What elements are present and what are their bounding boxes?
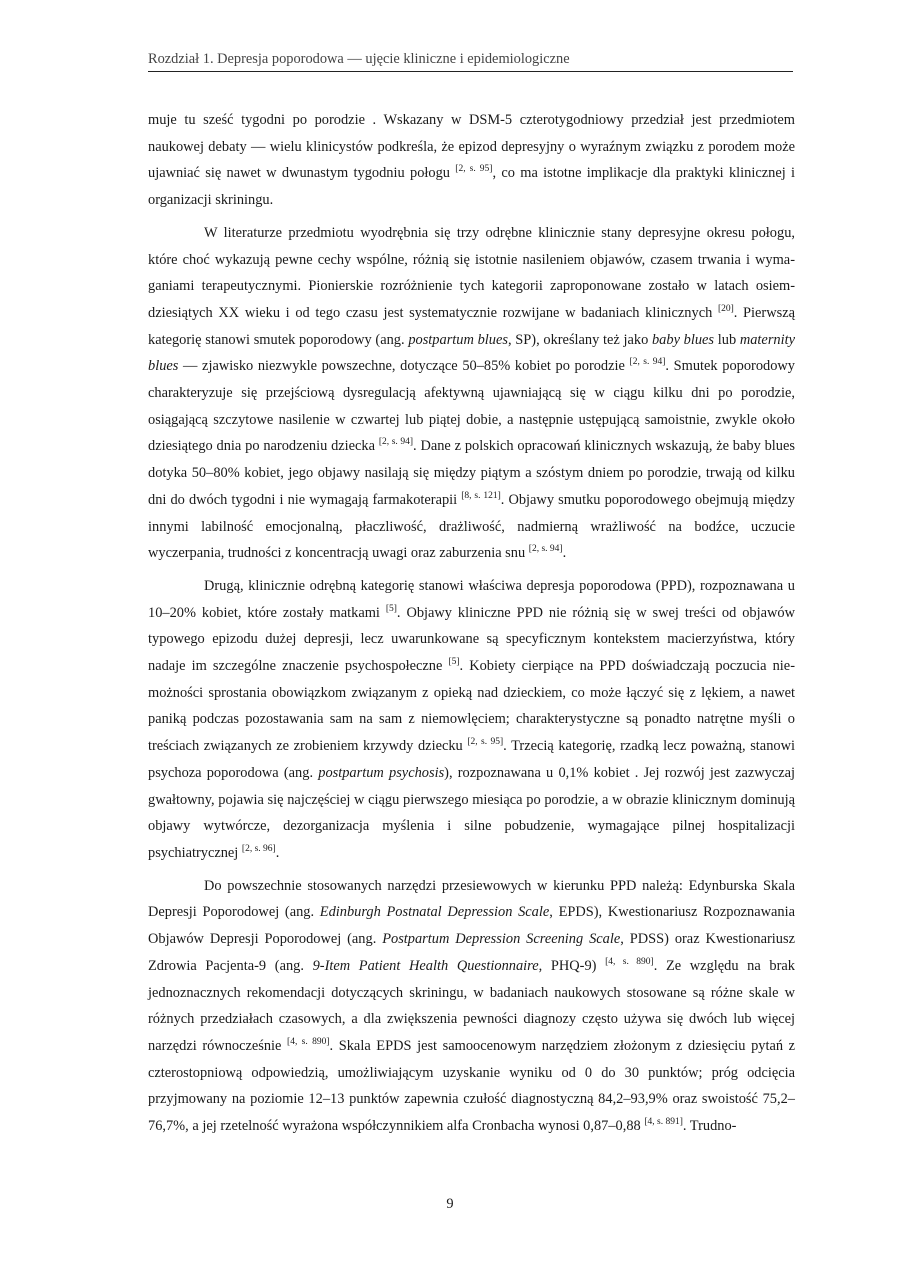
text-run: , PHQ-9) bbox=[538, 957, 606, 974]
citation-ref: [4, s. 890] bbox=[287, 1036, 330, 1047]
text-run: . bbox=[562, 545, 567, 562]
page-number: 9 bbox=[446, 1196, 454, 1212]
text-run: . Smutek poporodowy charakteryzuje się przejściową dysregulacją afektywną ujawniającą się w ciągu kilku dni po porodzie, osiągającą szczytowe nasilenie w czwartej lub piątej dobie, a następnie ustępującą samoistnie, zwykle około dziesiątego dnia po narodzeniu dziecka bbox=[148, 358, 795, 455]
paragraph bbox=[148, 873, 795, 1140]
citation-ref: [5] bbox=[448, 657, 460, 668]
body-text bbox=[148, 107, 795, 1146]
citation-ref: [4, s. 891] bbox=[644, 1117, 683, 1128]
text-run: . Skala EPDS jest samoocenowym narzędziem złożonym z dziesięciu pytań z czterostopniową odpowiedzią, umożliwiającym uzyskanie wyniku od 0 do 30 punktów; próg odcięcia przyjmowany na poziomie 12–13 punktów zapewnia czułość diagnostyczną 84,2–93,9% oraz swoistość 75,2–76,7%, a jej rzetelność wyrażona współczynnikiem alfa Cronbacha wynosi 0,87–0,88 bbox=[148, 1037, 796, 1135]
text-run: . Objawy kliniczne PPD nie różnią się w swej treści od objawów typowego epizodu dużej depresji, lecz uwarunkowane są specyficznym kontekstem macierzyństwa, który nadaje im szczególne znaczenie psychospołeczne bbox=[148, 604, 795, 675]
citation-ref: [2, s. 94] bbox=[528, 544, 563, 555]
text-run: ), rozpoznawana u 0,1% kobiet . Jej rozwój jest zazwyczaj gwałtowny, pojawia się najczęściej w ciągu pierwszego miesiąca po porodzie, a w obrazie klinicznym dominują objawy wytwórcze, dezorganizacja myślenia i silne pobudzenie, wymagające pilnej hospitalizacji psychiatrycznej bbox=[148, 764, 795, 861]
citation-ref: [2, s. 94] bbox=[378, 437, 414, 448]
text-run: W literaturze przedmiotu wyodrębnia się trzy odrębne klinicznie stany depresyjne okresu połogu, które choć wykazują pewne cechy wspólne, różnią się istotnie nasileniem objawów, czasem trwania i wymaganiami terapeutycznymi. Pionierskie rozróżnienie tych kategorii zaproponowane zostało w latach osiemdziesiątych XX wieku i od tego czasu jest systematycznie rozwijane w badaniach klinicznych bbox=[148, 224, 795, 321]
text-run: , co ma istotne implikacje dla praktyki klinicznej i organizacji skriningu. bbox=[148, 165, 796, 209]
citation-ref: [2, s. 95] bbox=[455, 164, 493, 175]
citation-ref: [2, s. 96] bbox=[241, 843, 276, 854]
text-run: . Objawy smutku poporodowego obejmują między innymi labilność emocjonalną, płaczliwość, drażliwość, nadmierną wrażliwość na bodźce, uczucie wyczerpania, trudności z koncentracją uwagi oraz zaburzenia snu bbox=[148, 491, 795, 562]
citation-ref: [4, s. 890] bbox=[605, 956, 654, 967]
text-run: — zjawisko niezwykle powszechne, dotyczące 50–85% kobiet po porodzie bbox=[178, 358, 630, 375]
text-run: . Ze względu na brak jednoznacznych rekomendacji dotyczących skriningu, w badaniach naukowych stosowane są różne skale w różnych przedziałach czasowych, a dla zwiększenia pewności diagnozy często używa się dwóch lub więcej narzędzi równocześnie bbox=[148, 957, 795, 1054]
citation-ref: [20] bbox=[717, 303, 734, 314]
italic-term: Edinburgh Postnatal Depression Scale bbox=[319, 904, 550, 921]
italic-term: postpartum psychosis bbox=[318, 764, 445, 781]
citation-ref: [8, s. 121] bbox=[461, 490, 501, 501]
text-run: . bbox=[275, 844, 280, 861]
text-run: . Pierwszą kategorię stanowi smutek poporodowy (ang. bbox=[148, 304, 795, 348]
text-run: . Kobiety cierpiące na PPD doświadczają poczucia niemożności sprostania obowiązkom związanym z opieką nad dzieckiem, co może łączyć się z lękiem, a nawet paniką podczas pozostawania sam na sam z niemowlęciem; charakterystyczne są ponadto natrętne myśli o treściach związanych ze zrobieniem krzywdy dziecku bbox=[148, 658, 795, 755]
italic-term: maternity blues bbox=[148, 331, 795, 375]
text-run: Do powszechnie stosowanych narzędzi przesiewowych w kierunku PPD należą: Edynburska Skala Depresji Poporodowej (ang. bbox=[148, 877, 795, 921]
citation-ref: [2, s. 95] bbox=[467, 737, 504, 748]
text-run: . Trzecią kategorię, rzadką lecz poważną, stanowi psychoza poporodowa (ang. bbox=[148, 738, 795, 781]
text-run: Drugą, klinicznie odrębną kategorię stanowi właściwa depresja poporodowa (PPD), rozpoznawana u 10–20% kobiet, które zostały matkami bbox=[148, 577, 795, 621]
text-run: , SP), określany też jako bbox=[507, 331, 652, 348]
citation-ref: [5] bbox=[385, 603, 397, 614]
running-header: Rozdział 1. Depresja poporodowa — ujęcie kliniczne i epidemiologiczne bbox=[148, 50, 793, 72]
paragraph bbox=[148, 573, 795, 867]
paragraph bbox=[148, 107, 795, 214]
paragraph bbox=[148, 220, 795, 567]
text-run: , PDSS) oraz Kwestionariusz Zdrowia Pacjenta-9 (ang. bbox=[148, 931, 795, 974]
text-run: . Trudno- bbox=[682, 1118, 737, 1135]
italic-term: postpartum blues bbox=[408, 331, 508, 348]
text-run: . Dane z polskich opracowań klinicznych wskazują, że baby blues dotyka 50–80% kobiet, jego objawy nasilają się między piątym a szóstym dniem po porodzie, trwają od kilku dni do dwóch tygodni i nie wymagają farmakoterapii bbox=[148, 438, 795, 508]
citation-ref: [2, s. 94] bbox=[629, 357, 666, 368]
text-run: lub bbox=[714, 331, 740, 348]
italic-term: baby blues bbox=[651, 331, 715, 348]
italic-term: 9-Item Patient Health Questionnaire bbox=[312, 957, 539, 974]
text-run: , EPDS), Kwestionariusz Rozpoznawania Objawów Depresji Poporodowej (ang. bbox=[148, 904, 795, 948]
text-run: muje tu sześć tygodni po porodzie . Wskazany w DSM-5 czterotygodniowy przedział jest przedmiotem naukowej debaty — wielu klinicystów podkreśla, że epizod depresyjny o wyraźnym związku z porodem może ujawniać się nawet w dwunastym tygodniu połogu bbox=[148, 112, 795, 182]
italic-term: Postpartum Depression Screening Scale bbox=[382, 931, 621, 948]
